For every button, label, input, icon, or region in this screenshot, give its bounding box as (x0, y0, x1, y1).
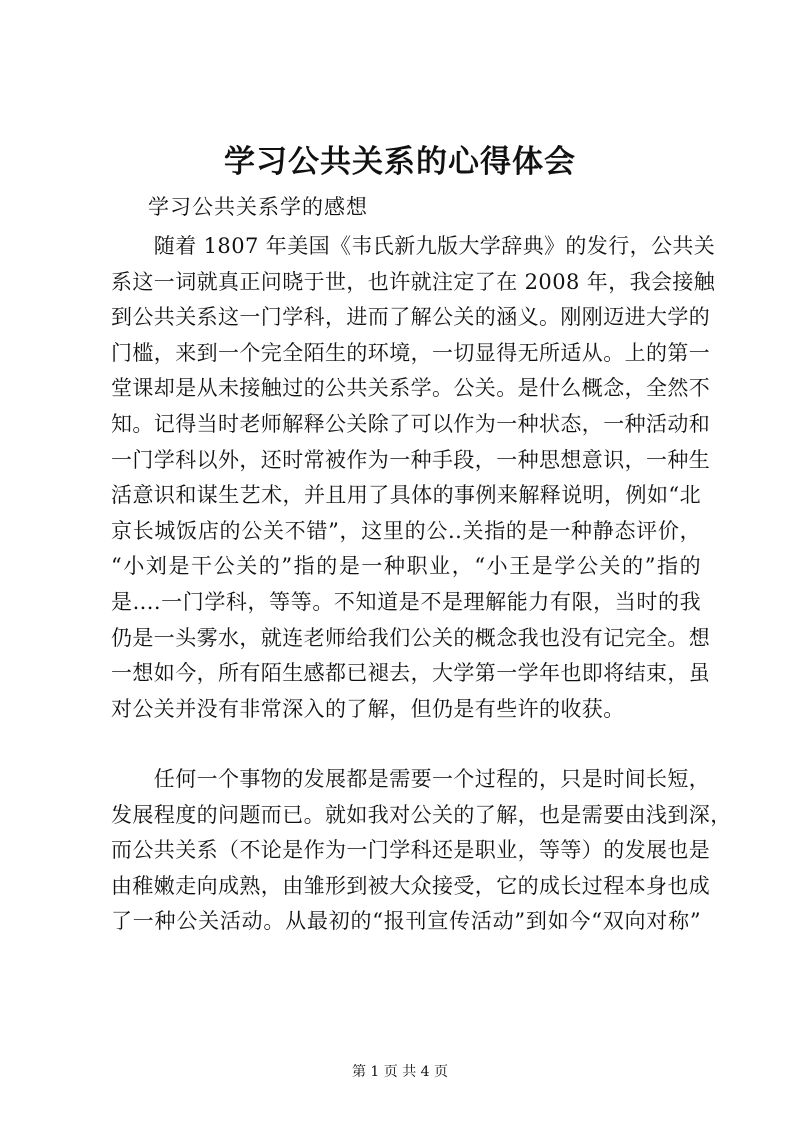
text-line: 京长城饭店的公关不错”，这里的公..关指的是一种静态评价， (111, 518, 701, 543)
text-line: 发展程度的问题而已。就如我对公关的了解，也是需要由浅到深， (111, 802, 732, 827)
paragraph-1 (111, 229, 716, 727)
paragraph-2 (111, 762, 732, 940)
text-line: 系这一词就真正问晓于世，也许就注定了在 2008 年，我会接触 (111, 269, 716, 294)
document-subtitle: 学习公共关系学的感想 (148, 195, 368, 219)
text-line: 仍是一头雾水，就连老师给我们公关的概念我也没有记完全。想 (111, 625, 711, 650)
text-line: 由稚嫩走向成熟，由雏形到被大众接受，它的成长过程本身也成 (111, 873, 711, 898)
text-line: 任何一个事物的发展都是需要一个过程的，只是时间长短， (111, 767, 711, 791)
text-line: 活意识和谋生艺术，并且用了具体的事例来解释说明，例如“北 (111, 483, 701, 508)
text-line: 是....一门学科，等等。不知道是不是理解能力有限，当时的我 (111, 589, 701, 614)
text-line: 对公关并没有非常深入的了解，但仍是有些许的收获。 (111, 696, 625, 721)
text-line: 而公共关系（不论是作为一门学科还是职业，等等）的发展也是 (111, 838, 711, 863)
page-footer: 第 1 页 共 4 页 (351, 1064, 449, 1080)
text-line: 一门学科以外，还时常被作为一种手段，一种思想意识，一种生 (111, 447, 711, 472)
text-line: 门槛，来到一个完全陌生的环境，一切显得无所适从。上的第一 (111, 340, 711, 365)
text-line: 一想如今，所有陌生感都已褪去，大学第一学年也即将结束，虽 (111, 661, 711, 686)
text-line: 堂课却是从未接触过的公共关系学。公关。是什么概念，全然不 (111, 376, 711, 401)
text-line: 随着 1807 年美国《韦氏新九版大学辞典》的发行，公共关 (111, 234, 716, 258)
text-line: “小刘是干公关的”指的是一种职业，“小王是学公关的”指的 (111, 554, 701, 579)
text-line: 到公共关系这一门学科，进而了解公关的涵义。刚刚迈进大学的 (111, 305, 711, 330)
document-title: 学习公共关系的心得体会 (224, 144, 576, 180)
text-line: 了一种公关活动。从最初的“报刊宣传活动”到如今“双向对称” (111, 909, 701, 934)
text-line: 知。记得当时老师解释公关除了可以作为一种状态，一种活动和 (111, 411, 711, 436)
